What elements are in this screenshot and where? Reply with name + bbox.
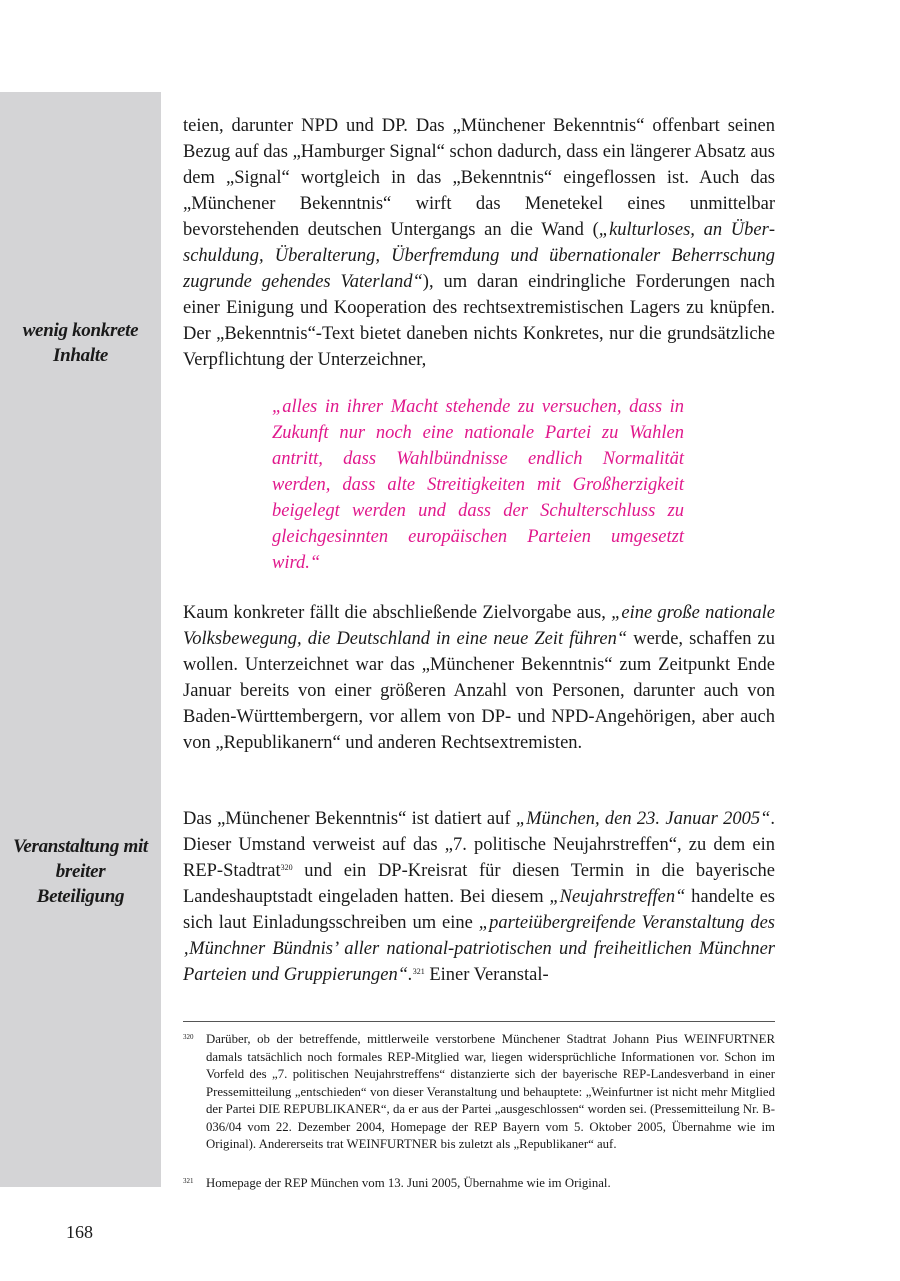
footnote-number: 320 bbox=[183, 1033, 194, 1041]
block-quote: „alles in ihrer Macht stehende zu versuchen, dass in Zukunft nur noch eine nationale Partei zu Wahlen antritt, dass Wahlbündnisse endlich Normalität werden, dass alte Streitigkeiten mit Großherzigkeit beigelegt werden und dass der Schulterschluss zu gleichgesinnten europäischen Parteien umgesetzt wird.“ bbox=[272, 397, 684, 573]
footnote-number: 321 bbox=[183, 1177, 194, 1185]
paragraph-3: Das „Münchener Bekenntnis“ ist datiert auf „München, den 23. Januar 2005“. Dieser Umstand verweist auf das „7. politische Neujahrstreffen“, zu dem ein REP-Stadtrat$^{320}$ und ein DP-Kreisrat für diesen Termin in die bayerische Landeshauptstadt eingeladen hatten. Bei diesem „Neujahrstreffen“ handelte es sich laut Einladungsschreiben um eine „parteiübergreifende Veranstaltung des ‚Münchner Bündnis’ aller national-patriotischen und freiheitlichen Münchner Parteien und Gruppierungen“.$^{321}$ Einer Veranstal- bbox=[183, 809, 776, 985]
footnote-text: Darüber, ob der betreffende, mittlerweile verstorbene Münchener Stadtrat Johann Pius WEINFURTNER damals tatsächlich noch formales REP-Mitglied war, liegen widersprüchliche Informationen vor. Schon im Vorfeld des „7. politischen Neujahrstreffens“ distanzierte sich der bayerische REP-Landesverband in einer Pressemitteilung „entschieden“ von dieser Veranstaltung und behauptete: „Weinfurtner ist nicht mehr Mitglied der Partei DIE REPUBLIKANER“, da er aus der Partei „ausgeschlossen“ worden sei. (Pressemitteilung Nr. B-036/04 vom 22. Dezember 2004, Homepage der REP Bayern vom 5. Oktober 2005, Übernahme wie im Original). Andererseits trat WEINFURTNER bis zuletzt als „Republikaner“ auf. bbox=[206, 1032, 775, 1151]
page-number: 168 bbox=[66, 1222, 93, 1242]
footnote-ref-321[interactable]: 321 bbox=[412, 967, 425, 976]
margin-note-inhalte: wenig konkrete Inhalte bbox=[22, 320, 139, 366]
footnote-ref-320[interactable]: 320 bbox=[280, 863, 293, 872]
margin-note-veranstaltung: Veranstaltung mit breiter Beteiligung bbox=[13, 836, 148, 907]
footnote-321 bbox=[183, 1175, 775, 1193]
paragraph-2: Kaum konkreter fällt die abschließende Zielvorgabe aus, „eine große nationale Volksbewegung, die Deutschland in eine neue Zeit führen“ werde, schaffen zu wollen. Unterzeichnet war das „Münchener Bekenntnis“ zum Zeitpunkt Ende Januar bereits von einer größeren Anzahl von Personen, darunter auch von Baden-Württembergern, vor allem von DP- und NPD-Angehörigen, aber auch von „Republikanern“ und anderen Rechtsextremisten. bbox=[183, 603, 775, 753]
margin-sidebar bbox=[0, 92, 161, 1187]
paragraph-1: teien, darunter NPD und DP. Das „Münchener Bekenntnis“ offenbart seinen Bezug auf das „Hamburger Signal“ schon dadurch, dass ein längerer Absatz aus dem „Signal“ wortgleich in das „Bekenntnis“ eingeflossen ist. Auch das „Münchener Bekenntnis“ wirft das Menetekel eines unmittelbar bevorstehenden deutschen Untergangs an die Wand („kulturloses, an Überschuldung, Überalterung, Überfremdung und übernationaler Beherrschung zugrunde gehendes Vaterland“), um daran eindringliche Forderungen nach einer Einigung und Kooperation des rechtsextremistischen Lagers zu knüpfen. Der „Bekenntnis“-Text bietet daneben nichts Konkretes, nur die grundsätzliche Verpflichtung der Unterzeichner, bbox=[183, 116, 775, 370]
footnote-divider bbox=[183, 1021, 775, 1022]
footnote-text: Homepage der REP München vom 13. Juni 2005, Übernahme wie im Original. bbox=[206, 1176, 611, 1190]
footnote-320 bbox=[183, 1031, 775, 1154]
